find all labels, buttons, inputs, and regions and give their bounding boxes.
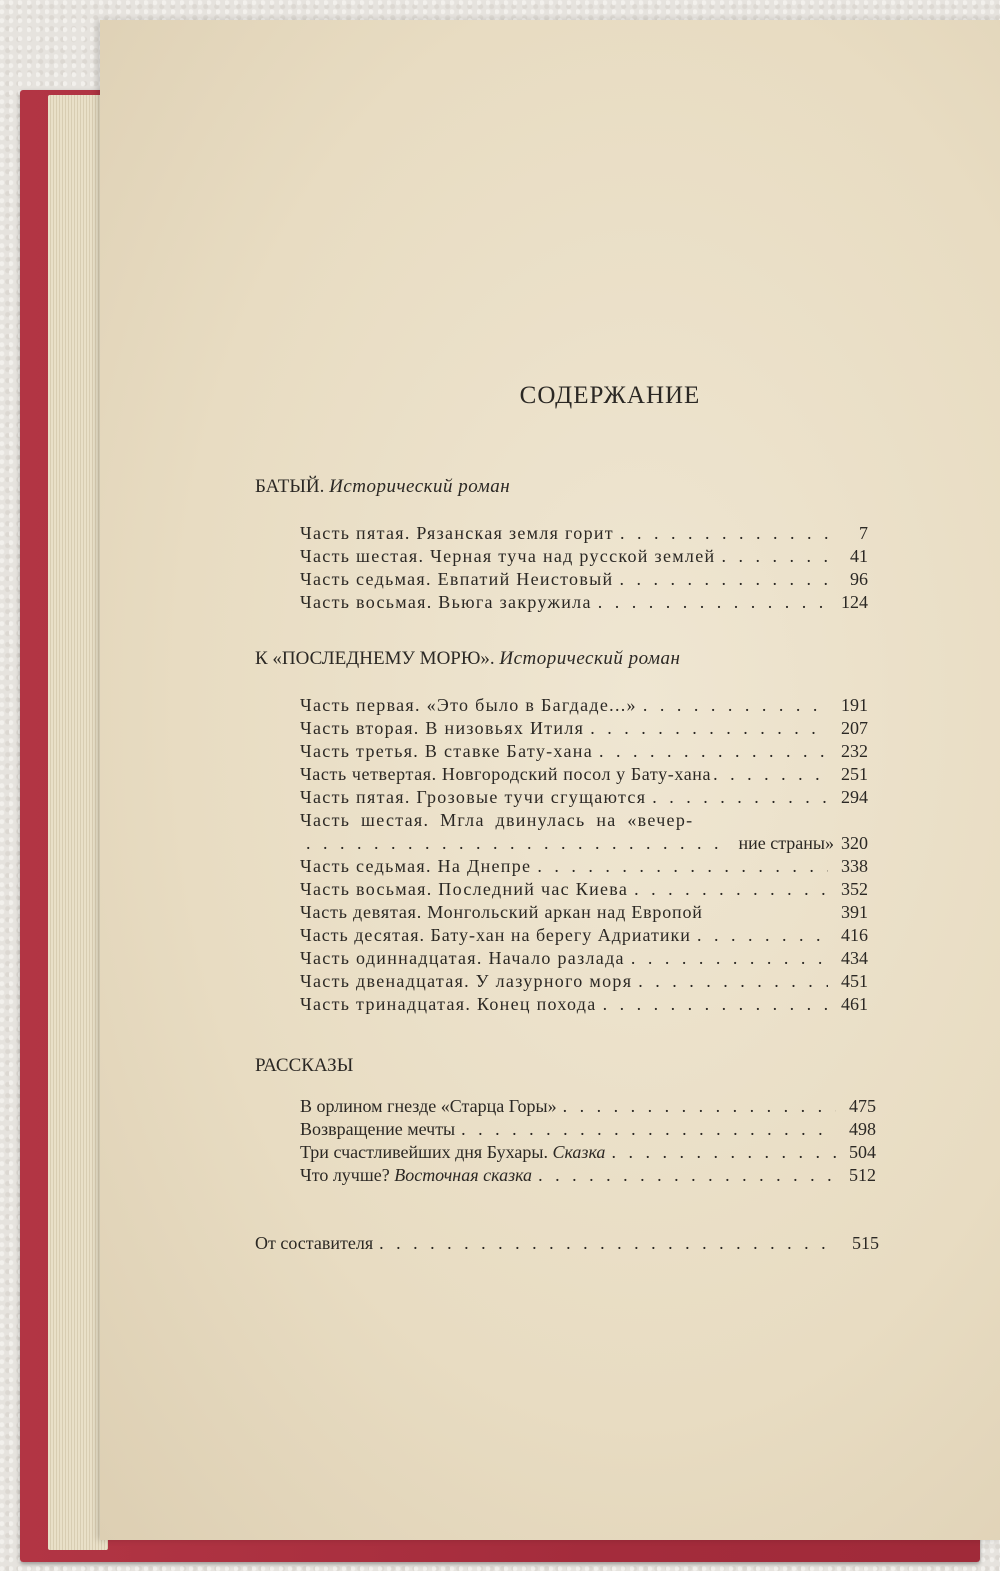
dot-leader xyxy=(590,717,828,740)
toc-entry-label: ние страны» xyxy=(738,833,834,853)
toc-entry-label-italic: Сказка xyxy=(552,1142,606,1162)
toc-list-last-sea xyxy=(300,694,868,1016)
dot-leader xyxy=(631,947,828,970)
toc-entry-label: Часть четвертая. Новгородский посол у Бату-хана xyxy=(300,764,712,784)
toc-entry-page: 338 xyxy=(841,856,868,876)
toc-entry-page: 294 xyxy=(841,787,868,807)
toc-entry-page: 352 xyxy=(841,879,868,899)
toc-entry-page: 41 xyxy=(850,546,868,566)
dot-leader xyxy=(603,993,828,1016)
toc-entry-label: Часть двенадцатая. У лазурного моря xyxy=(300,971,633,991)
toc-entry-label: Часть пятая. Рязанская земля горит xyxy=(300,523,614,543)
dot-leader xyxy=(599,740,828,763)
section-title: К «ПОСЛЕДНЕМУ МОРЮ». xyxy=(255,648,495,669)
toc-entry-label: Часть третья. В ставке Бату-хана xyxy=(300,741,593,761)
toc-entry[interactable] xyxy=(300,522,868,545)
toc-entry-label: Часть восьмая. Вьюга закружила xyxy=(300,592,592,612)
toc-entry-label: Возвращение мечты xyxy=(300,1119,456,1139)
toc-entry[interactable] xyxy=(300,947,868,970)
toc-entry-label: Часть восьмая. Последний час Киева xyxy=(300,879,629,899)
dot-leader xyxy=(538,1164,836,1187)
dot-leader xyxy=(611,1141,836,1164)
dot-leader xyxy=(652,786,828,809)
dot-leader xyxy=(461,1118,836,1141)
section-heading-last-sea xyxy=(255,648,680,670)
toc-entry-label: Часть десятая. Бату-хан на берегу Адриатики xyxy=(300,925,691,945)
toc-entry-page: 515 xyxy=(852,1233,879,1253)
toc-entry-page: 320 xyxy=(841,833,868,853)
toc-entry-label: Часть седьмая. Евпатий Неистовый xyxy=(300,569,614,589)
dot-leader xyxy=(619,568,828,591)
toc-entry[interactable] xyxy=(300,1095,876,1118)
toc-entry-page: 191 xyxy=(841,695,868,715)
toc-entry-label xyxy=(300,1164,532,1187)
toc-entry-page: 96 xyxy=(850,569,868,589)
toc-entry-page: 504 xyxy=(849,1142,876,1162)
section-heading-stories xyxy=(255,1055,353,1077)
toc-entry-label: Часть шестая. Мгла двинулась на «вечер- xyxy=(300,810,694,830)
toc-entry-label-italic: Восточная сказка xyxy=(394,1165,533,1185)
section-title: РАССКАЗЫ xyxy=(255,1055,354,1076)
toc-entry[interactable] xyxy=(300,1118,876,1141)
toc-entry-page: 475 xyxy=(849,1096,876,1116)
dot-leader xyxy=(379,1232,839,1255)
toc-entry[interactable] xyxy=(300,924,868,947)
toc-entry-label: Часть тринадцатая. Конец похода xyxy=(300,994,597,1014)
dot-leader xyxy=(620,522,828,545)
toc-list-batyi xyxy=(300,522,868,614)
toc-entry-label xyxy=(300,1141,605,1164)
toc-entry-label: Часть одиннадцатая. Начало разлада xyxy=(300,948,625,968)
page-title: СОДЕРЖАНИЕ xyxy=(519,382,701,409)
toc-entry[interactable] xyxy=(300,901,868,924)
toc-entry-page: 451 xyxy=(841,971,868,991)
dot-leader xyxy=(537,855,828,878)
toc-list-stories xyxy=(300,1095,876,1187)
toc-entry-label: Часть девятая. Монгольский аркан над Европой xyxy=(300,902,703,922)
toc-entry[interactable] xyxy=(300,1164,876,1187)
toc-entry[interactable] xyxy=(300,740,868,763)
toc-entry[interactable] xyxy=(300,855,868,878)
book-page xyxy=(100,20,1000,1540)
dot-leader xyxy=(643,694,828,717)
toc-entry-page: 232 xyxy=(841,741,868,761)
toc-entry-page: 207 xyxy=(841,718,868,738)
toc-entry-page: 251 xyxy=(841,764,868,784)
toc-list-afterword xyxy=(255,1232,879,1255)
dot-leader xyxy=(306,832,724,855)
toc-entry[interactable] xyxy=(255,1232,879,1255)
section-heading-batyi xyxy=(255,476,510,498)
toc-entry-page: 498 xyxy=(849,1119,876,1139)
toc-entry-page: 7 xyxy=(859,523,868,543)
toc-entry[interactable] xyxy=(300,568,868,591)
dot-leader xyxy=(563,1095,836,1118)
toc-entry-page: 416 xyxy=(841,925,868,945)
toc-entry-label: Часть вторая. В низовьях Итиля xyxy=(300,718,585,738)
toc-entry-label: Часть первая. «Это было в Багдаде...» xyxy=(300,695,637,715)
dot-leader xyxy=(638,970,828,993)
toc-entry-label: Часть пятая. Грозовые тучи сгущаются xyxy=(300,787,647,807)
toc-entry-page: 124 xyxy=(841,592,868,612)
dot-leader xyxy=(634,878,828,901)
toc-entry[interactable] xyxy=(300,717,868,740)
toc-entry-continuation[interactable] xyxy=(300,832,868,855)
toc-entry[interactable] xyxy=(300,970,868,993)
toc-entry-label: От составителя xyxy=(255,1233,374,1253)
toc-entry-page: 512 xyxy=(849,1165,876,1185)
dot-leader xyxy=(697,924,828,947)
page-edges xyxy=(48,95,108,1550)
toc-entry[interactable] xyxy=(300,878,868,901)
toc-entry[interactable] xyxy=(300,786,868,809)
toc-entry-label: Часть седьмая. На Днепре xyxy=(300,856,532,876)
dot-leader xyxy=(598,591,828,614)
section-subtitle: Исторический роман xyxy=(499,648,681,669)
toc-entry-page: 434 xyxy=(841,948,868,968)
toc-entry[interactable] xyxy=(300,809,868,832)
section-subtitle: Исторический роман xyxy=(329,476,511,497)
toc-entry[interactable] xyxy=(300,591,868,614)
toc-entry-label-text: Три счастливейших дня Бухары. xyxy=(300,1142,548,1162)
toc-entry[interactable] xyxy=(300,993,868,1016)
toc-entry-page: 391 xyxy=(841,902,868,922)
toc-entry[interactable] xyxy=(300,763,868,786)
dot-leader xyxy=(721,545,828,568)
toc-entry-label-text: Что лучше? xyxy=(300,1165,390,1185)
toc-entry[interactable] xyxy=(300,545,868,568)
toc-entry[interactable] xyxy=(300,1141,876,1164)
toc-entry-label: В орлином гнезде «Старца Горы» xyxy=(300,1096,557,1116)
toc-entry-page: 461 xyxy=(841,994,868,1014)
section-title: БАТЫЙ. xyxy=(255,476,325,497)
dot-leader xyxy=(713,763,832,786)
toc-entry-label: Часть шестая. Черная туча над русской землей xyxy=(300,546,716,566)
toc-entry[interactable] xyxy=(300,694,868,717)
